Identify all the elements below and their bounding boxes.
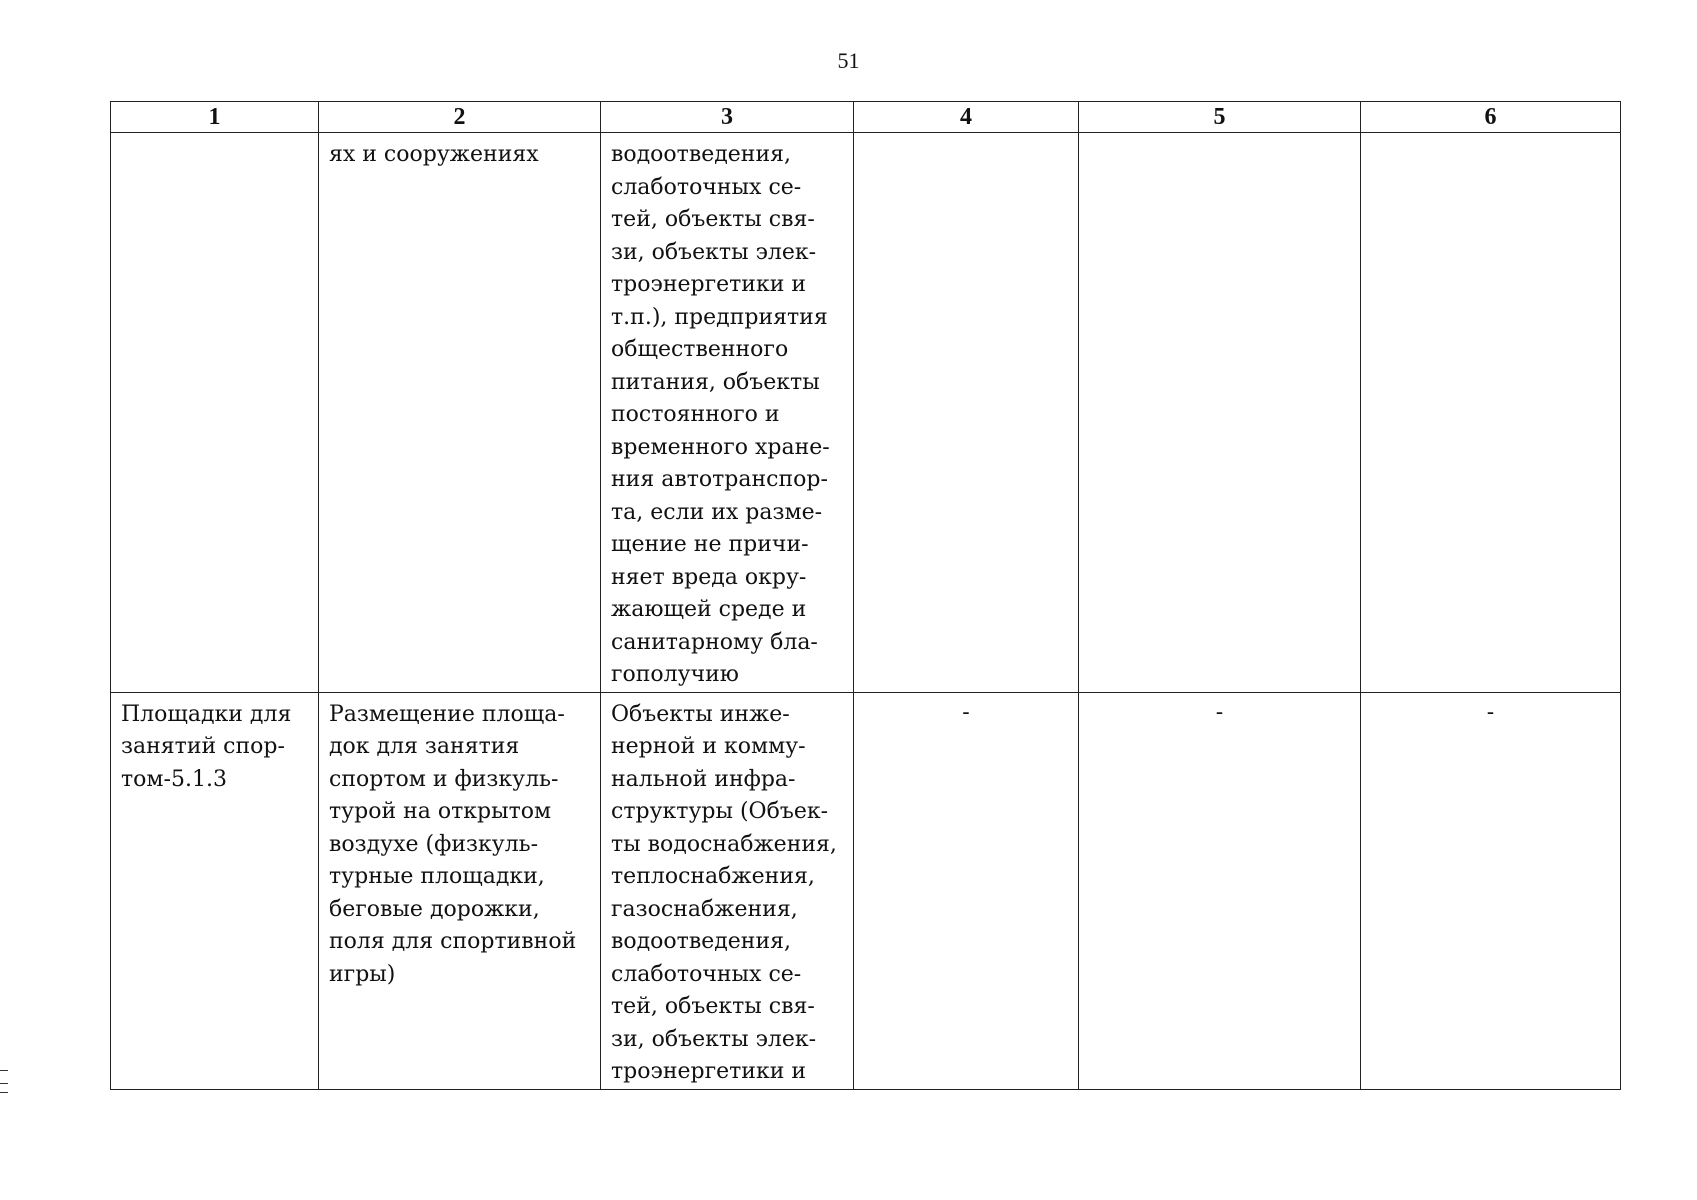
column-header-4: 4 xyxy=(854,102,1079,133)
cell-text xyxy=(1079,133,1360,137)
scan-margin-mark xyxy=(0,1092,8,1093)
table-cell xyxy=(1361,692,1621,1089)
scan-margin-mark xyxy=(0,1070,8,1071)
regulations-table xyxy=(110,101,1621,1090)
cell-text: ях и сооружениях xyxy=(329,142,539,167)
cell-text xyxy=(854,133,1078,137)
scan-margin-mark xyxy=(0,1083,8,1084)
table-cell xyxy=(111,133,319,693)
table-cell xyxy=(1079,133,1361,693)
table-cell xyxy=(854,692,1079,1089)
column-header-5: 5 xyxy=(1079,102,1361,133)
cell-text xyxy=(1361,133,1620,137)
cell-text xyxy=(111,133,318,139)
table-header-row xyxy=(111,102,1621,133)
table-cell xyxy=(601,692,854,1089)
table-cell xyxy=(854,133,1079,693)
cell-text: водоотведения, слаботочных се- тей, объекты свя- зи, объекты элек- троэнергетики и т.п.), предприятия общественного питания, объекты постоянного и временного хране- ния автотранспор- та, если их разме- щение не причи- няет вреда окру- жающей среде и санитарному бла- гополучию xyxy=(611,142,830,687)
cell-text: - xyxy=(1486,699,1495,725)
table-cell xyxy=(601,133,854,693)
cell-text: Размещение площа- док для занятия спортом и физкуль- турой на открытом воздухе (физкуль- турные площадки, беговые дорожки, поля для спортивной игры) xyxy=(329,701,577,987)
cell-text: Площадки для занятий спор- том-5.1.3 xyxy=(121,701,292,792)
table-row xyxy=(111,692,1621,1089)
table-row xyxy=(111,133,1621,693)
table-cell xyxy=(319,692,601,1089)
column-header-3: 3 xyxy=(601,102,854,133)
table-cell xyxy=(1361,133,1621,693)
table-cell xyxy=(111,692,319,1089)
cell-text: Объекты инже- нерной и комму- нальной инфра- структуры (Объек- ты водоснабжения, теплоснабжения, газоснабжения, водоотведения, слаботочных се- тей, объекты свя- зи, объекты элек- троэнергетики и xyxy=(611,701,837,1084)
page-number: 51 xyxy=(837,48,860,73)
column-header-6: 6 xyxy=(1361,102,1621,133)
table-cell xyxy=(319,133,601,693)
table-cell xyxy=(1079,692,1361,1089)
cell-text: - xyxy=(1215,699,1224,725)
column-header-1: 1 xyxy=(111,102,319,133)
cell-text: - xyxy=(962,699,970,725)
column-header-2: 2 xyxy=(319,102,601,133)
